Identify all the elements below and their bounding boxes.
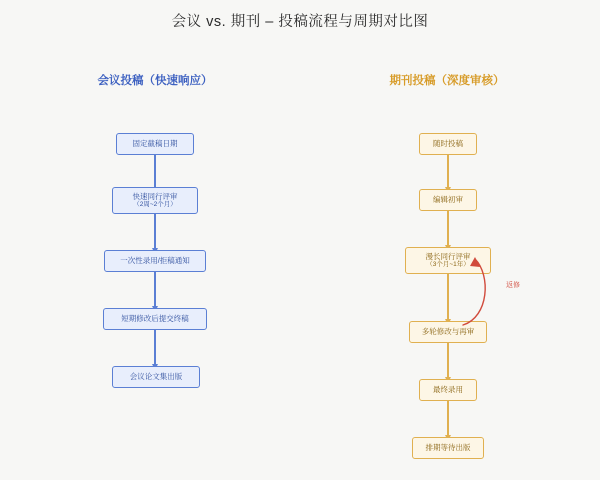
node-conference-4 xyxy=(103,308,207,330)
node-label: 多轮修改与再审 xyxy=(421,327,475,337)
node-journal-2 xyxy=(419,189,477,211)
node-label: 编辑初审 xyxy=(433,195,463,205)
node-label: 漫长同行评审 xyxy=(425,251,471,261)
node-label: 排期等待出版 xyxy=(425,443,471,453)
node-sublabel: （2周~2个月） xyxy=(133,201,177,209)
node-label: 会议论文集出版 xyxy=(129,372,183,382)
node-journal-6 xyxy=(412,437,484,459)
arrow-conference-1 xyxy=(154,155,156,187)
node-conference-5 xyxy=(112,366,200,388)
arrow-conference-2 xyxy=(154,214,156,248)
node-journal-5 xyxy=(419,379,477,401)
column-heading-journal: 期刊投稿（深度审核） xyxy=(389,75,505,87)
node-conference-2 xyxy=(112,187,198,214)
node-journal-1 xyxy=(419,133,477,155)
revision-loop-arc xyxy=(455,255,505,330)
node-conference-1 xyxy=(116,133,194,155)
revision-loop-label: 返修 xyxy=(506,282,520,289)
arrow-conference-3 xyxy=(154,272,156,306)
node-label: 随时投稿 xyxy=(433,139,463,149)
arrow-journal-2 xyxy=(447,211,449,245)
arrow-conference-4 xyxy=(154,330,156,364)
arrow-journal-4 xyxy=(447,343,449,377)
arrow-journal-3 xyxy=(447,274,449,319)
node-label: 最终录用 xyxy=(433,385,463,395)
arrow-journal-5 xyxy=(447,401,449,435)
arrow-journal-1 xyxy=(447,155,449,187)
node-label: 快速同行评审 xyxy=(132,191,178,201)
column-heading-conference: 会议投稿（快速响应） xyxy=(97,75,213,87)
node-label: 固定截稿日期 xyxy=(132,139,178,149)
node-label: 一次性录用/拒稿通知 xyxy=(120,256,190,266)
node-label: 短期修改后提交终稿 xyxy=(121,314,189,324)
node-sublabel: （3个月~1年） xyxy=(426,261,470,269)
node-conference-3 xyxy=(104,250,206,272)
page-title: 会议 vs. 期刊 – 投稿流程与周期对比图 xyxy=(171,14,429,30)
